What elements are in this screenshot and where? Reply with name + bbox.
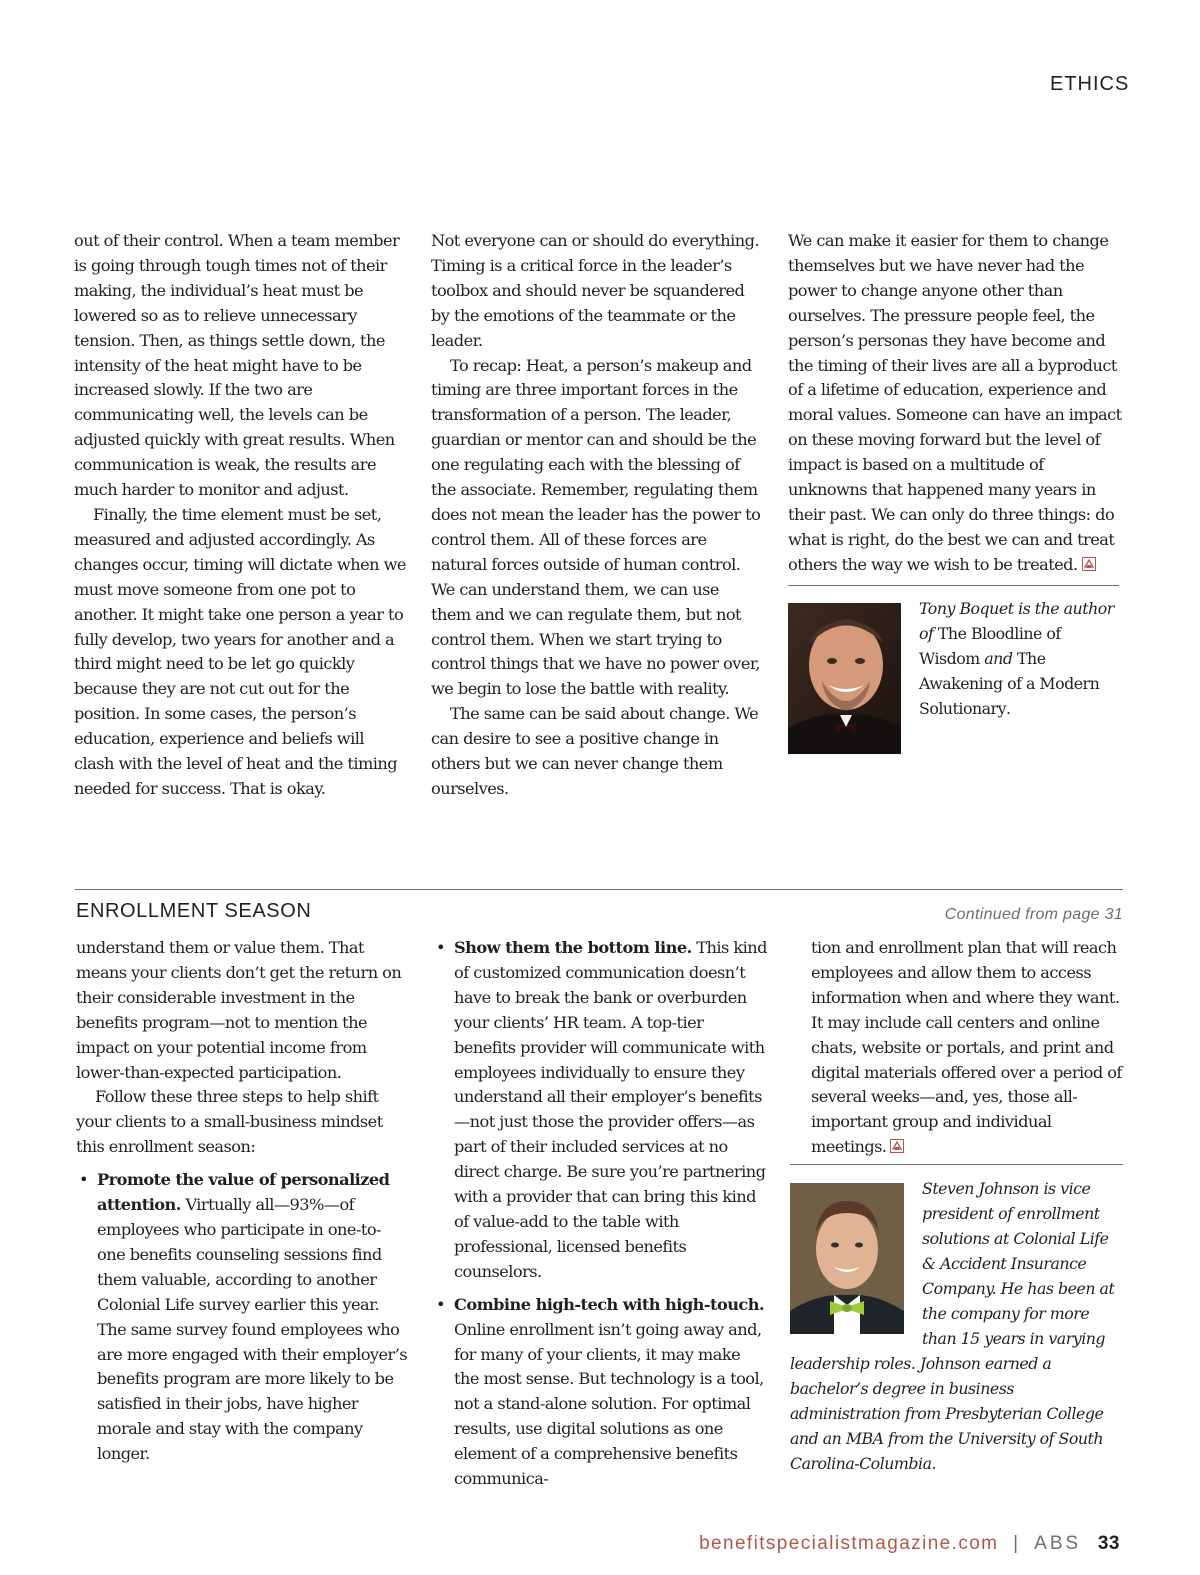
- enrollment-column-1: [76, 936, 408, 1475]
- ethics-column-2: [431, 229, 763, 802]
- bullet-body: This kind of customized communication doesn’t have to break the bank or overburden your clients’ HR team. A top-tier benefits provider will communicate with employees individually to ensure they understand all their employer’s benefits—not just those the provider offers—as part of their included services at no direct charge. Be sure you’re partnering with a provider that can bring this kind of value-add to the table with professional, licensed benefits counselors.: [454, 938, 767, 1281]
- author-photo-tony-boquet: [788, 603, 901, 754]
- section-header-ethics: ETHICS: [1050, 73, 1130, 95]
- bio-text-1: Tony Boquet is the author of: [919, 599, 1114, 643]
- section-header-enrollment: ENROLLMENT SEASON: [76, 900, 312, 922]
- bullet-body: Online enrollment isn’t going away and, for many of your clients, it may make the most sense. But technology is a tool, not a stand-alone solution. For optimal results, use digital solutions as one element of a comprehensive benefits communica-: [454, 1319, 764, 1489]
- enrollment-bullet-list-1: [76, 1168, 408, 1467]
- enrollment-col1-paragraph-2: Follow these three steps to help shift your clients to a small-business mindset this enrollment season:: [76, 1087, 383, 1157]
- ethics-bio-divider: [788, 585, 1119, 586]
- ethics-col2-paragraph-1: Not everyone can or should do everything. Timing is a critical force in the leader’s toolbox and should never be squandered by the emotions of the teammate or the leader.: [431, 231, 760, 350]
- bio-text-3: .: [1006, 699, 1011, 718]
- bio-photo-wrap-spacer: [790, 1176, 922, 1344]
- ethics-column-1: [74, 229, 408, 802]
- ethics-col2-paragraph-3: The same can be said about change. We can desire to see a positive change in others but we can never change them ourselves.: [431, 704, 759, 798]
- footer-website: benefitspecialistmagazine.com: [699, 1533, 999, 1554]
- end-mark-icon: [890, 1139, 904, 1153]
- page-footer: [699, 1533, 1120, 1555]
- bio-book-title-1: The Bloodline of Wisdom: [919, 624, 1061, 668]
- bullet-heading: Promote the value of personalized attention.: [97, 1170, 390, 1215]
- enrollment-column-2: [433, 936, 769, 1500]
- enrollment-col3-text: tion and enrollment plan that will reach employees and allow them to access information when and where they want. It may include call centers and online chats, website or portals, and print and digital materials offered over a period of several weeks—and, yes, those all-important group and individual meetings.: [811, 938, 1122, 1157]
- bullet-heading: Show them the bottom line.: [454, 938, 692, 957]
- enrollment-bullet-list-2: [433, 936, 769, 1492]
- ethics-col3-text: We can make it easier for them to change themselves but we have never had the power to change anyone other than ourselves. The pressure people feel, the person’s personas they have become and the timing of their lives are all a byproduct of a lifetime of education, experience and moral values. Someone can have an impact on these moving forward but the level of impact is based on a multitude of unknowns that happened many years in their past. We can only do three things: do what is right, do the best we can and treat others the way we wish to be treated.: [788, 231, 1122, 574]
- footer-separator: |: [1013, 1533, 1020, 1554]
- footer-page-number: 33: [1097, 1533, 1120, 1554]
- ethics-column-3: [788, 229, 1122, 578]
- enrollment-bio-divider: [790, 1164, 1123, 1165]
- ethics-col3-paragraph-1: [788, 229, 1122, 578]
- bio-book-title-2: The Awakening of a Modern Solutionary: [919, 649, 1100, 718]
- bullet-heading: Combine high-tech with high-touch.: [454, 1294, 765, 1314]
- end-mark-icon: [1082, 557, 1096, 571]
- bullet-item-bottom-line: [454, 936, 769, 1285]
- bullet-body: Virtually all—93%—of employees who participate in one-to-one benefits counseling sessions find them valuable, according to another Colonial Life survey earlier this year. The same survey found employees who are more engaged with their employer’s benefits program are more likely to be satisfied in their jobs, have higher morale and stay with the company longer.: [97, 1195, 408, 1464]
- bullet-item-high-tech: [454, 1293, 769, 1492]
- bio-text-2: and: [979, 649, 1017, 668]
- enrollment-column-3: [811, 936, 1123, 1160]
- enrollment-bio-text: Steven Johnson is vice president of enrollment solutions at Colonial Life & Accident Insurance Company. He has been at the company for more than 15 years in varying leadership roles. Johnson earned a bachelor’s degree in business administration from Presbyterian College and an MBA from the University of South Carolina-Columbia.: [790, 1179, 1115, 1473]
- enrollment-col3-paragraph: [811, 936, 1123, 1160]
- footer-publication: ABS: [1034, 1533, 1082, 1554]
- ethics-col1-paragraph-2: Finally, the time element must be set, measured and adjusted accordingly. As changes occur, timing will dictate when we must move someone from one pot to another. It might take one person a year to fully develop, two years for another and a third might need to be let go quickly because they are not cut out for the position. In some cases, the person’s education, experience and beliefs will clash with the level of heat and the timing needed for success. That is okay.: [74, 504, 406, 798]
- bullet-item-personalized-attention: [97, 1168, 408, 1467]
- ethics-col2-paragraph-2: To recap: Heat, a person’s makeup and timing are three important forces in the transformation of a person. The leader, guardian or mentor can and should be the one regulating each with the blessing of the associate. Remember, regulating them does not mean the leader has the power to control them. All of these forces are natural forces outside of human control. We can understand them, we can use them and we can regulate them, but not control them. When we start trying to control things that we have no power over, we begin to lose the battle with reality.: [431, 355, 761, 699]
- enrollment-col1-paragraph-1: understand them or value them. That means your clients don’t get the return on their considerable investment in the benefits program—not to mention the impact on your potential income from lower-than-expected participation.: [76, 938, 402, 1082]
- enrollment-section-divider: [75, 889, 1123, 890]
- ethics-col1-paragraph-1: out of their control. When a team member is going through tough times not of their making, the individual’s heat must be lowered so as to relieve unnecessary tension. Then, as things settle down, the intensity of the heat might have to be increased slowly. If the two are communicating well, the levels can be adjusted quickly with great results. When communication is weak, the results are much harder to monitor and adjust.: [74, 231, 400, 500]
- ethics-author-bio: [919, 596, 1119, 721]
- continued-note: Continued from page 31: [944, 906, 1123, 923]
- enrollment-author-bio: [790, 1176, 1123, 1476]
